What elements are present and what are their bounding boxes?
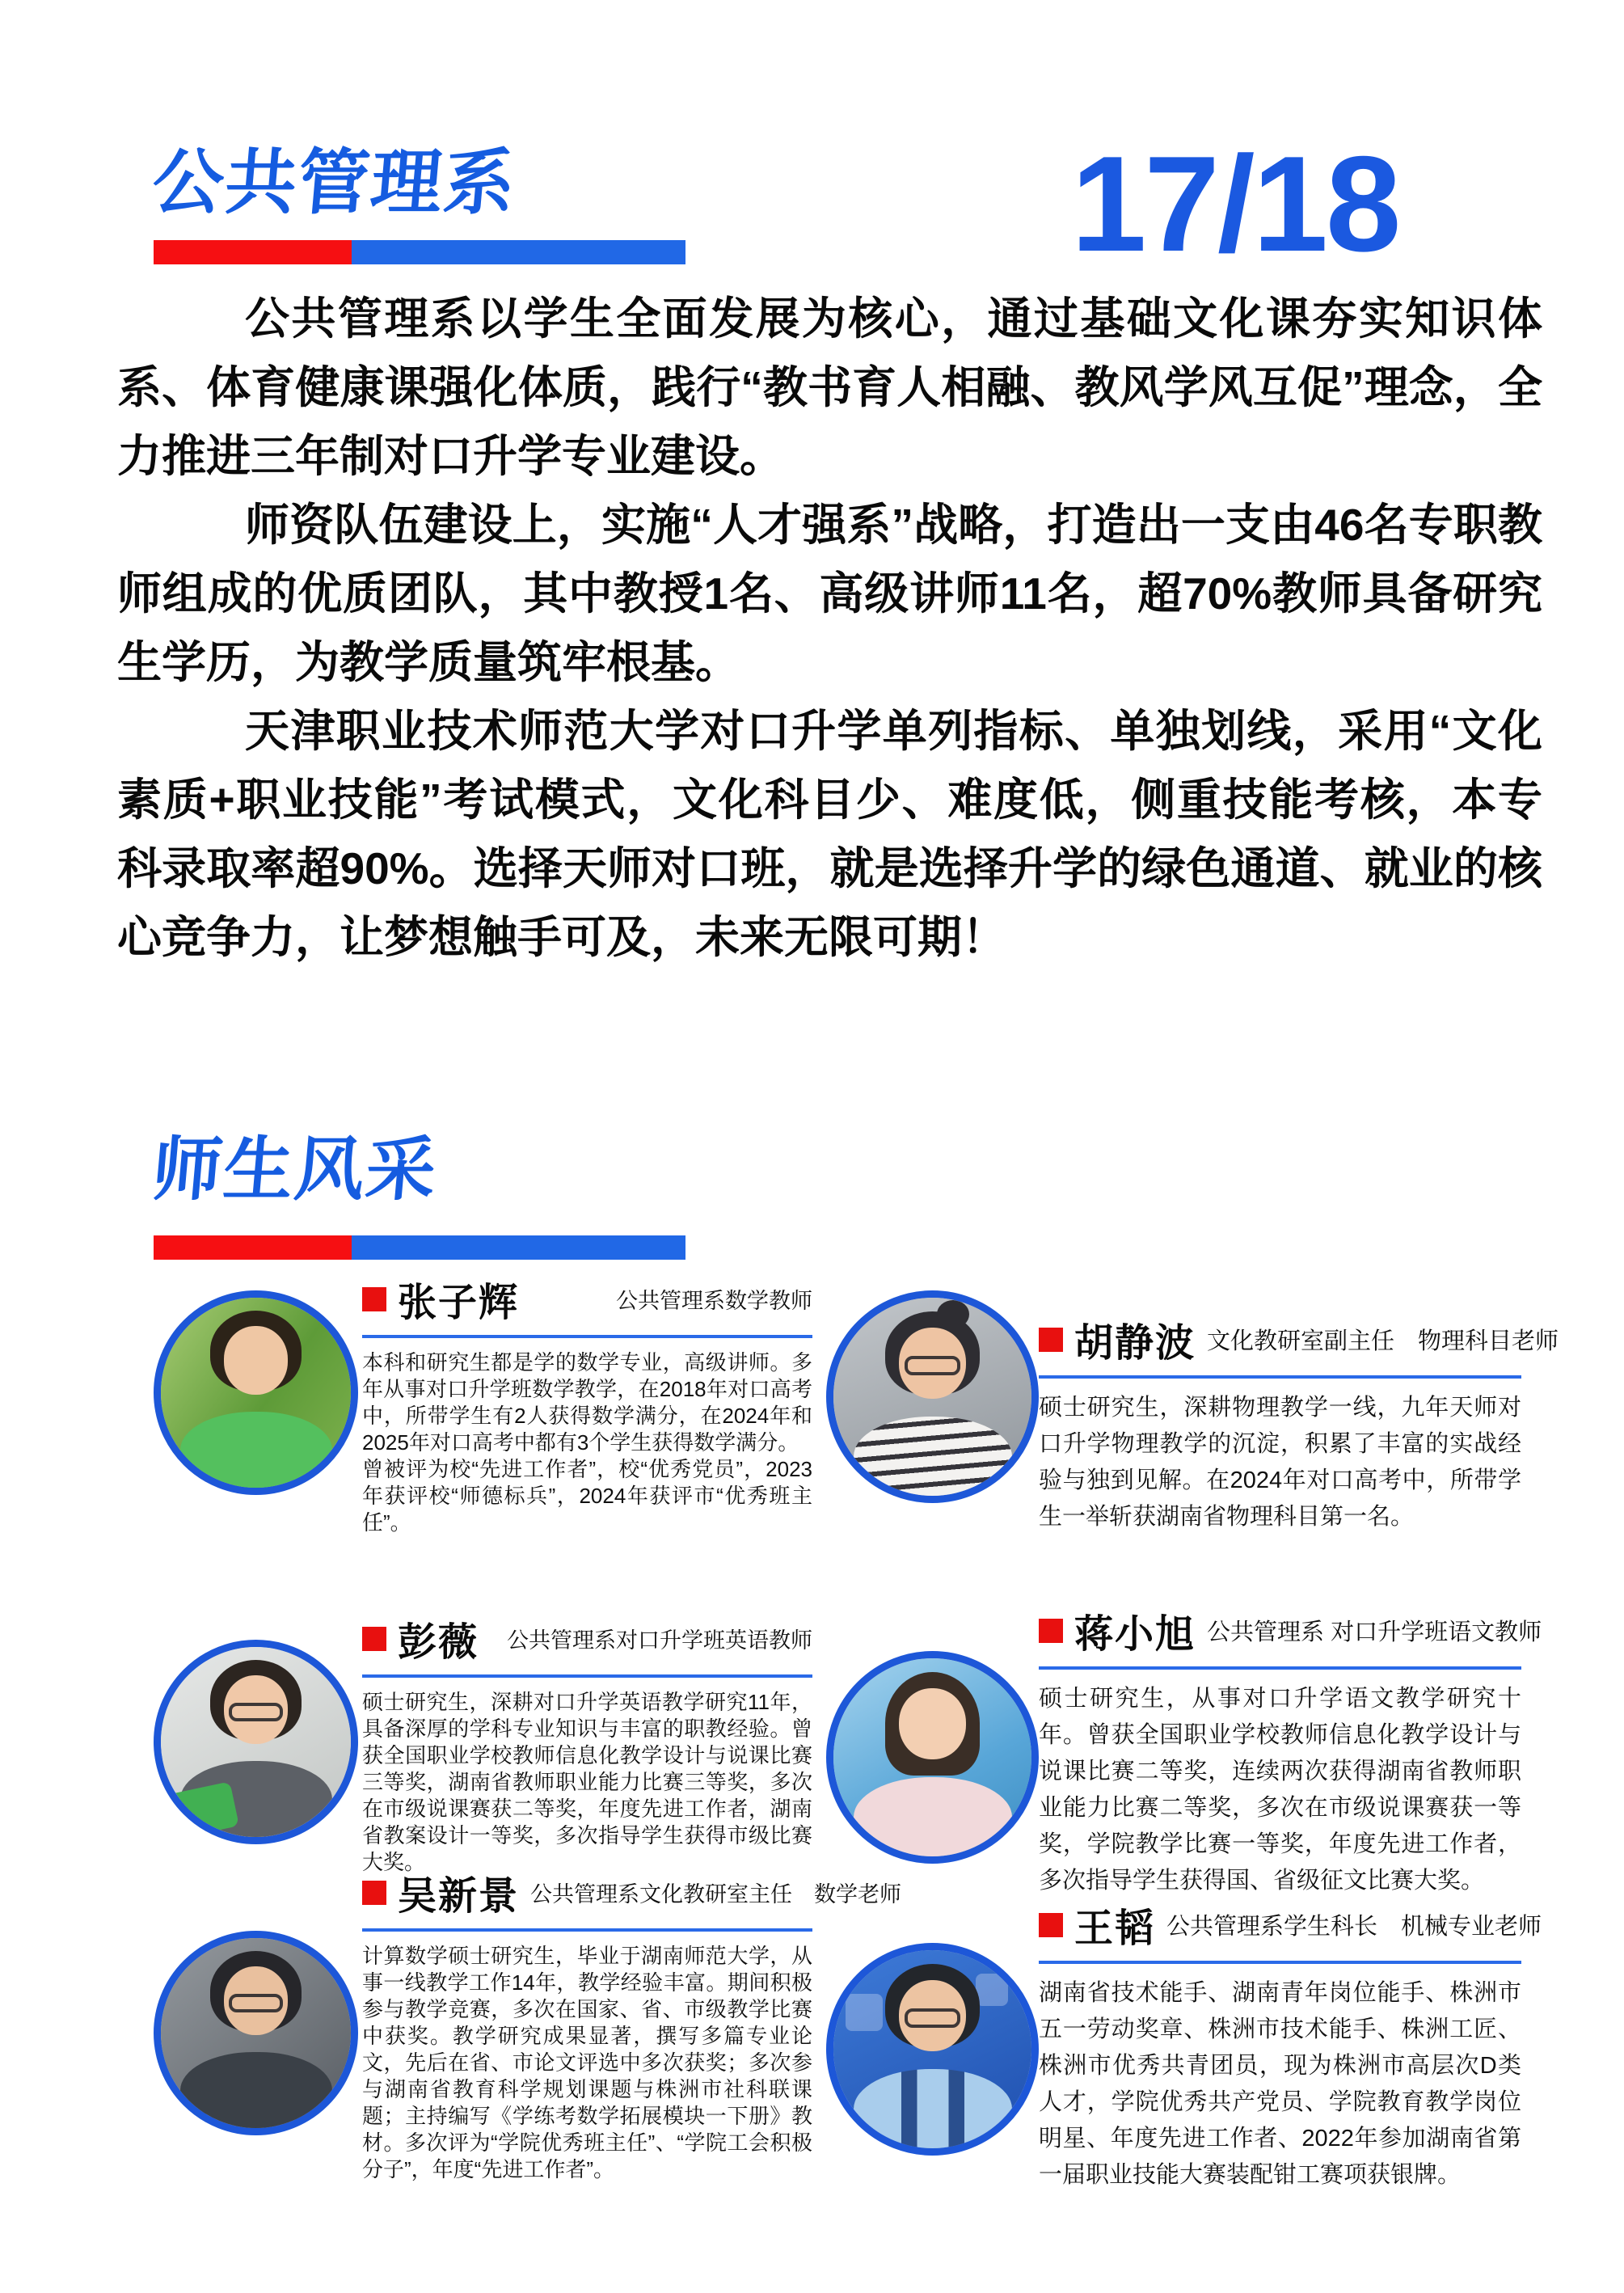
teacher-role: 文化教研室副主任 物理科目老师: [1207, 1328, 1559, 1354]
red-square-bullet: [362, 1627, 386, 1651]
teacher-role: 公共管理系对口升学班英语教师: [507, 1628, 812, 1653]
teacher-bio: [362, 1689, 812, 1876]
bio-paragraph: 本科和研究生都是学的数学专业，高级讲师。多年从事对口升学班数学教学，在2018年对口高考中，所带学生有2人获得数学满分，在2024年和2025年对口高考中都有3个学生获得数学满分。: [362, 1350, 812, 1455]
portrait-torso: [180, 2052, 332, 2132]
bio-paragraph: 曾被评为校“先进工作者”，校“优秀党员”，2023年获评校“师德标兵”，2024年获评市“优秀班主任”。: [362, 1457, 812, 1535]
bio-paragraph: 硕士研究生，深耕对口升学英语教学研究11年，具备深厚的学科专业知识与丰富的职教经验。曾获全国职业学校教师信息化教学设计与说课比赛三等奖，湖南省教师职业能力比赛三等奖，多次在市级说课赛获二等奖，年度先进工作者，湖南省教案设计一等奖，多次指导学生获得市级比赛大奖。: [362, 1690, 812, 1874]
teacher-name: 蒋小旭: [1074, 1613, 1196, 1656]
teacher-bio: [362, 1349, 812, 1536]
bio-paragraph: 硕士研究生，深耕物理教学一线，九年天师对口升学物理教学的沉淀，积累了丰富的实战经验与独到见解。在2024年对口高考中，所带学生一举斩获湖南省物理科目第一名。: [1039, 1395, 1521, 1530]
teacher-card: [1039, 1311, 1559, 1535]
teacher-card: [1039, 1897, 1542, 2194]
teacher-header: [362, 1271, 812, 1338]
teacher-header: [1039, 1897, 1542, 1964]
teacher-role: 公共管理系数学教师: [616, 1289, 812, 1313]
teacher-bio: [1039, 1681, 1521, 1899]
teacher-bio: [1039, 1975, 1521, 2194]
accent-bar-blue-segment: [352, 240, 685, 264]
teacher-name: 彭薇: [398, 1621, 479, 1664]
accent-bar-blue-segment: [352, 1235, 685, 1260]
red-square-bullet: [362, 1881, 386, 1905]
teacher-header: [362, 1864, 902, 1932]
portrait-torso: [180, 1761, 332, 1841]
portrait-torso: [180, 1412, 332, 1492]
teacher-role: 公共管理系文化教研室主任 数学老师: [530, 1882, 902, 1907]
portrait-face: [224, 1675, 289, 1744]
teacher-portrait: [154, 1290, 358, 1495]
portrait-torso: [854, 1777, 1012, 1860]
bio-paragraph: 计算数学硕士研究生，毕业于湖南师范大学，从事一线教学工作14年，教学经验丰富。期间积极参与教学竞赛，多次在国家、省、市级教学比赛中获奖。教学研究成果显著，撰写多篇专业论文，先后在省、市论文评选中多次获奖；多次参与湖南省教育科学规划课题与株洲市社科联课题；主持编写《学练考数学拓展模块一下册》教材。多次评为“学院优秀班主任”、“学院工会积极分子”，年度“先进工作者”。: [362, 1944, 812, 2181]
red-square-bullet: [1039, 1913, 1063, 1937]
teacher-card: [362, 1271, 812, 1536]
red-square-bullet: [1039, 1328, 1063, 1352]
teacher-header: [362, 1611, 812, 1678]
section-title: 师生风采: [149, 1131, 441, 1209]
teacher-name: 胡静波: [1074, 1322, 1196, 1365]
teacher-role: 公共管理系 对口升学班语文教师: [1207, 1619, 1542, 1645]
red-square-bullet: [1039, 1619, 1063, 1643]
teacher-name: 吴新景: [398, 1875, 520, 1918]
page-title: 公共管理系: [149, 142, 521, 222]
title-accent-bar: [154, 240, 685, 264]
teacher-card: [1039, 1603, 1542, 1899]
teacher-card: [362, 1864, 902, 2183]
intro-text-block: [117, 285, 1542, 972]
intro-paragraph: 天津职业技术师范大学对口升学单列指标、单独划线，采用“文化素质+职业技能”考试模式，文化科目少、难度低，侧重技能考核，本专科录取率超90%。选择天师对口班，就是选择升学的绿色通道、就业的核心竞争力，让梦想触手可及，未来无限可期！: [117, 706, 1542, 962]
bio-paragraph: 硕士研究生，从事对口升学语文教学研究十年。曾获全国职业学校教师信息化教学设计与说课比赛二等奖，连续两次获得湖南省教师职业能力比赛二等奖，多次在市级说课赛获一等奖，学院教学比赛一等奖，年度先进工作者，多次指导学生获得国、省级征文比赛大奖。: [1039, 1686, 1521, 1894]
portrait-face: [899, 1688, 966, 1759]
portrait-face: [899, 1980, 966, 2051]
accent-bar-red-segment: [154, 1235, 352, 1260]
portrait-torso: [854, 1417, 1012, 1500]
teacher-portrait: [154, 1640, 358, 1844]
teacher-portrait: [826, 1651, 1039, 1864]
section-accent-bar: [154, 1235, 685, 1260]
teacher-role: 公共管理系学生科长 机械专业老师: [1166, 1914, 1542, 1940]
teacher-portrait: [154, 1931, 358, 2135]
intro-paragraph: 公共管理系以学生全面发展为核心，通过基础文化课夯实知识体系、体育健康课强化体质，践行“教书育人相融、教风学风互促”理念，全力推进三年制对口升学专业建设。: [117, 293, 1542, 481]
teacher-header: [1039, 1603, 1542, 1670]
bio-paragraph: 湖南省技术能手、湖南青年岗位能手、株洲市五一劳动奖章、株洲市技术能手、株洲工匠、株洲市优秀共青团员，现为株洲市高层次D类人才，学院优秀共产党员、学院教育教学岗位明星、年度先进工作者、2022年参加湖南省第一届职业技能大赛装配钳工赛项获银牌。: [1039, 1980, 1521, 2188]
accent-bar-red-segment: [154, 240, 352, 264]
teacher-name: 王韬: [1074, 1907, 1156, 1950]
teacher-card: [362, 1611, 812, 1876]
page-number: 17/18: [1071, 128, 1399, 280]
portrait-face: [224, 1326, 289, 1395]
red-square-bullet: [362, 1287, 386, 1311]
intro-paragraph: 师资队伍建设上，实施“人才强系”战略，打造出一支由46名专职教师组成的优质团队，其中教授1名、高级讲师11名，超70%教师具备研究生学历，为教学质量筑牢根基。: [117, 500, 1542, 687]
teacher-name: 张子辉: [398, 1282, 520, 1324]
teacher-portrait: [826, 1943, 1039, 2156]
teacher-bio: [362, 1943, 812, 2183]
teacher-portrait: [826, 1290, 1039, 1503]
portrait-face: [224, 1966, 289, 2035]
teacher-bio: [1039, 1390, 1521, 1535]
portrait-torso: [854, 2069, 1012, 2152]
portrait-face: [899, 1328, 966, 1399]
teacher-header: [1039, 1311, 1559, 1379]
